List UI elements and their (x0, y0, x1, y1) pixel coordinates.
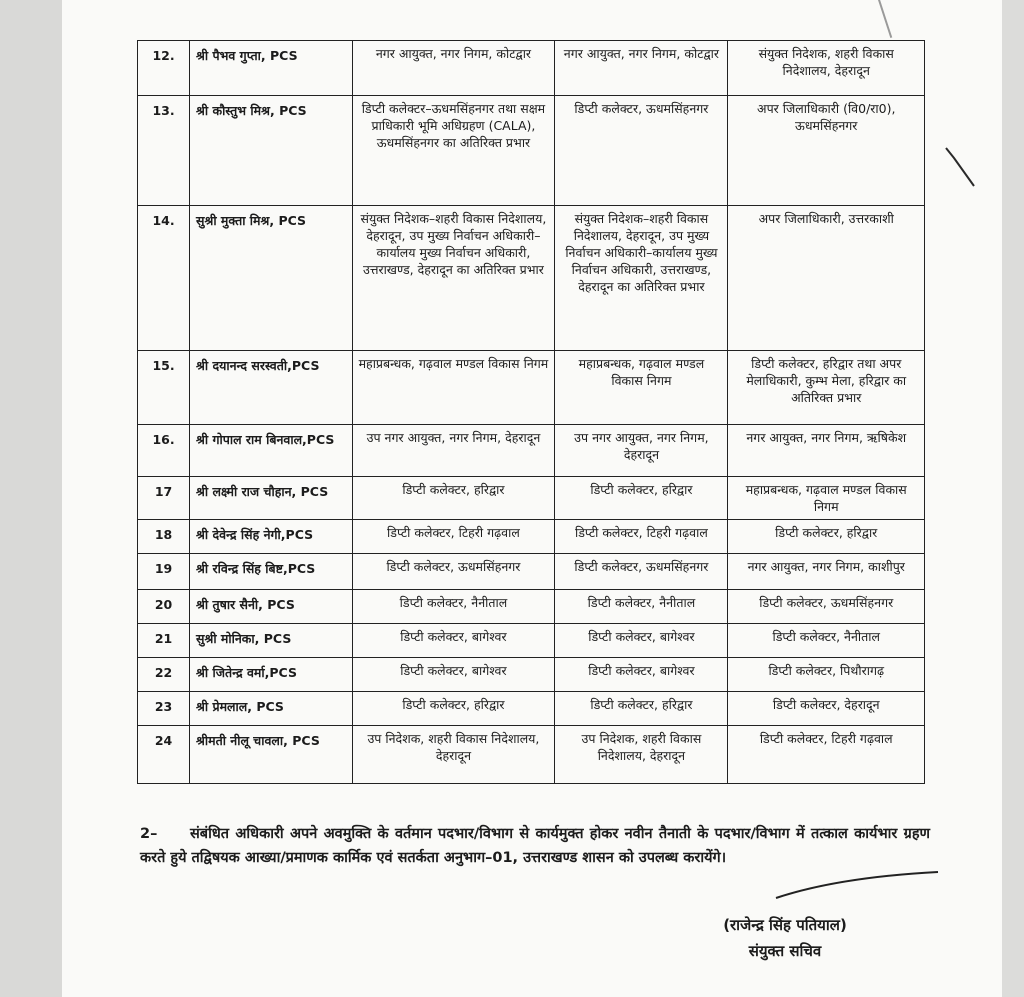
serial-number-cell: 22 (138, 658, 190, 692)
officer-name-cell: श्री दयानन्द सरस्वती,PCS (190, 351, 352, 425)
relieved-post-cell: नगर आयुक्त, नगर निगम, कोटद्वार (555, 41, 728, 96)
left-page-edge (0, 0, 62, 997)
margin-pen-mark (944, 146, 978, 188)
table-row (138, 554, 925, 590)
current-post-cell: डिप्टी कलेक्टर, टिहरी गढ़वाल (352, 520, 555, 554)
current-post-cell: डिप्टी कलेक्टर, हरिद्वार (352, 477, 555, 520)
new-posting-cell: डिप्टी कलेक्टर, टिहरी गढ़वाल (728, 726, 925, 784)
serial-number-cell: 12. (138, 41, 190, 96)
officer-name-cell: श्री गोपाल राम बिनवाल,PCS (190, 425, 352, 477)
table-row (138, 96, 925, 206)
officer-name-cell: श्रीमती नीलू चावला, PCS (190, 726, 352, 784)
serial-number-cell: 19 (138, 554, 190, 590)
current-post-cell: डिप्टी कलेक्टर, ऊधमसिंहनगर (352, 554, 555, 590)
officer-name-cell: श्री रविन्द्र सिंह बिष्ट,PCS (190, 554, 352, 590)
serial-number-cell: 23 (138, 692, 190, 726)
signature-mark (772, 868, 942, 904)
relieved-post-cell: उप निदेशक, शहरी विकास निदेशालय, देहरादून (555, 726, 728, 784)
table-row (138, 726, 925, 784)
instruction-paragraph (140, 822, 930, 870)
officer-name-cell: श्री पैभव गुप्ता, PCS (190, 41, 352, 96)
serial-number-cell: 15. (138, 351, 190, 425)
serial-number-cell: 21 (138, 624, 190, 658)
relieved-post-cell: डिप्टी कलेक्टर, ऊधमसिंहनगर (555, 554, 728, 590)
signatory-designation: संयुक्त सचिव (748, 942, 822, 960)
new-posting-cell: अपर जिलाधिकारी (वि0/रा0), ऊधमसिंहनगर (728, 96, 925, 206)
new-posting-cell: डिप्टी कलेक्टर, नैनीताल (728, 624, 925, 658)
new-posting-cell: नगर आयुक्त, नगर निगम, ऋषिकेश (728, 425, 925, 477)
serial-number-cell: 16. (138, 425, 190, 477)
table-row (138, 590, 925, 624)
officer-name-cell: श्री देवेन्द्र सिंह नेगी,PCS (190, 520, 352, 554)
signatory-name: (राजेन्द्र सिंह पतियाल) (723, 916, 847, 934)
table-row (138, 658, 925, 692)
current-post-cell: संयुक्त निदेशक–शहरी विकास निदेशालय, देहरादून, उप मुख्य निर्वाचन अधिकारी–कार्यालय मुख्य निर्वाचन अधिकारी, उत्तराखण्ड, देहरादून का अतिरिक्त प्रभार (352, 206, 555, 351)
serial-number-cell: 18 (138, 520, 190, 554)
paragraph-text: संबंधित अधिकारी अपने अवमुक्ति के वर्तमान पदभार/विभाग से कार्यमुक्त होकर नवीन तैनाती के पदभार/विभाग में तत्काल कार्यभार ग्रहण करते हुये तद्विषयक आख्या/प्रमाणक कार्मिक एवं सतर्कता अनुभाग–01, उत्तराखण्ड शासन को उपलब्ध करायेंगे। (140, 826, 930, 866)
officer-name-cell: श्री जितेन्द्र वर्मा,PCS (190, 658, 352, 692)
new-posting-cell: संयुक्त निदेशक, शहरी विकास निदेशालय, देहरादून (728, 41, 925, 96)
current-post-cell: डिप्टी कलेक्टर–ऊधमसिंहनगर तथा सक्षम प्राधिकारी भूमि अधिग्रहण (CALA), ऊधमसिंहनगर का अतिरिक्त प्रभार (352, 96, 555, 206)
table-row (138, 520, 925, 554)
relieved-post-cell: डिप्टी कलेक्टर, टिहरी गढ़वाल (555, 520, 728, 554)
relieved-post-cell: डिप्टी कलेक्टर, बागेश्वर (555, 624, 728, 658)
officer-name-cell: श्री कौस्तुभ मिश्र, PCS (190, 96, 352, 206)
table-row (138, 351, 925, 425)
current-post-cell: डिप्टी कलेक्टर, बागेश्वर (352, 624, 555, 658)
relieved-post-cell: उप नगर आयुक्त, नगर निगम, देहरादून (555, 425, 728, 477)
officer-name-cell: श्री प्रेमलाल, PCS (190, 692, 352, 726)
serial-number-cell: 17 (138, 477, 190, 520)
table-row (138, 41, 925, 96)
table-row (138, 692, 925, 726)
current-post-cell: उप निदेशक, शहरी विकास निदेशालय, देहरादून (352, 726, 555, 784)
table-row (138, 477, 925, 520)
right-page-edge (1002, 0, 1024, 997)
relieved-post-cell: महाप्रबन्धक, गढ़वाल मण्डल विकास निगम (555, 351, 728, 425)
new-posting-cell: महाप्रबन्धक, गढ़वाल मण्डल विकास निगम (728, 477, 925, 520)
paragraph-number: 2– (140, 826, 158, 842)
table-row (138, 425, 925, 477)
officer-name-cell: श्री तुषार सैनी, PCS (190, 590, 352, 624)
relieved-post-cell: डिप्टी कलेक्टर, हरिद्वार (555, 477, 728, 520)
relieved-post-cell: डिप्टी कलेक्टर, नैनीताल (555, 590, 728, 624)
current-post-cell: डिप्टी कलेक्टर, नैनीताल (352, 590, 555, 624)
new-posting-cell: डिप्टी कलेक्टर, ऊधमसिंहनगर (728, 590, 925, 624)
signature-block (690, 912, 880, 964)
current-post-cell: नगर आयुक्त, नगर निगम, कोटद्वार (352, 41, 555, 96)
relieved-post-cell: डिप्टी कलेक्टर, बागेश्वर (555, 658, 728, 692)
table-row (138, 206, 925, 351)
new-posting-cell: डिप्टी कलेक्टर, हरिद्वार तथा अपर मेलाधिकारी, कुम्भ मेला, हरिद्वार का अतिरिक्त प्रभार (728, 351, 925, 425)
new-posting-cell: नगर आयुक्त, नगर निगम, काशीपुर (728, 554, 925, 590)
transfer-table (137, 40, 925, 784)
officer-name-cell: श्री लक्ष्मी राज चौहान, PCS (190, 477, 352, 520)
serial-number-cell: 20 (138, 590, 190, 624)
relieved-post-cell: डिप्टी कलेक्टर, हरिद्वार (555, 692, 728, 726)
serial-number-cell: 13. (138, 96, 190, 206)
officer-name-cell: सुश्री मोनिका, PCS (190, 624, 352, 658)
current-post-cell: महाप्रबन्धक, गढ़वाल मण्डल विकास निगम (352, 351, 555, 425)
serial-number-cell: 24 (138, 726, 190, 784)
officer-name-cell: सुश्री मुक्ता मिश्र, PCS (190, 206, 352, 351)
relieved-post-cell: डिप्टी कलेक्टर, ऊधमसिंहनगर (555, 96, 728, 206)
new-posting-cell: डिप्टी कलेक्टर, पिथौरागढ़ (728, 658, 925, 692)
new-posting-cell: अपर जिलाधिकारी, उत्तरकाशी (728, 206, 925, 351)
new-posting-cell: डिप्टी कलेक्टर, देहरादून (728, 692, 925, 726)
current-post-cell: डिप्टी कलेक्टर, हरिद्वार (352, 692, 555, 726)
serial-number-cell: 14. (138, 206, 190, 351)
current-post-cell: उप नगर आयुक्त, नगर निगम, देहरादून (352, 425, 555, 477)
relieved-post-cell: संयुक्त निदेशक–शहरी विकास निदेशालय, देहरादून, उप मुख्य निर्वाचन अधिकारी–कार्यालय मुख्य निर्वाचन अधिकारी, उत्तराखण्ड, देहरादून का अतिरिक्त प्रभार (555, 206, 728, 351)
table-row (138, 624, 925, 658)
current-post-cell: डिप्टी कलेक्टर, बागेश्वर (352, 658, 555, 692)
new-posting-cell: डिप्टी कलेक्टर, हरिद्वार (728, 520, 925, 554)
